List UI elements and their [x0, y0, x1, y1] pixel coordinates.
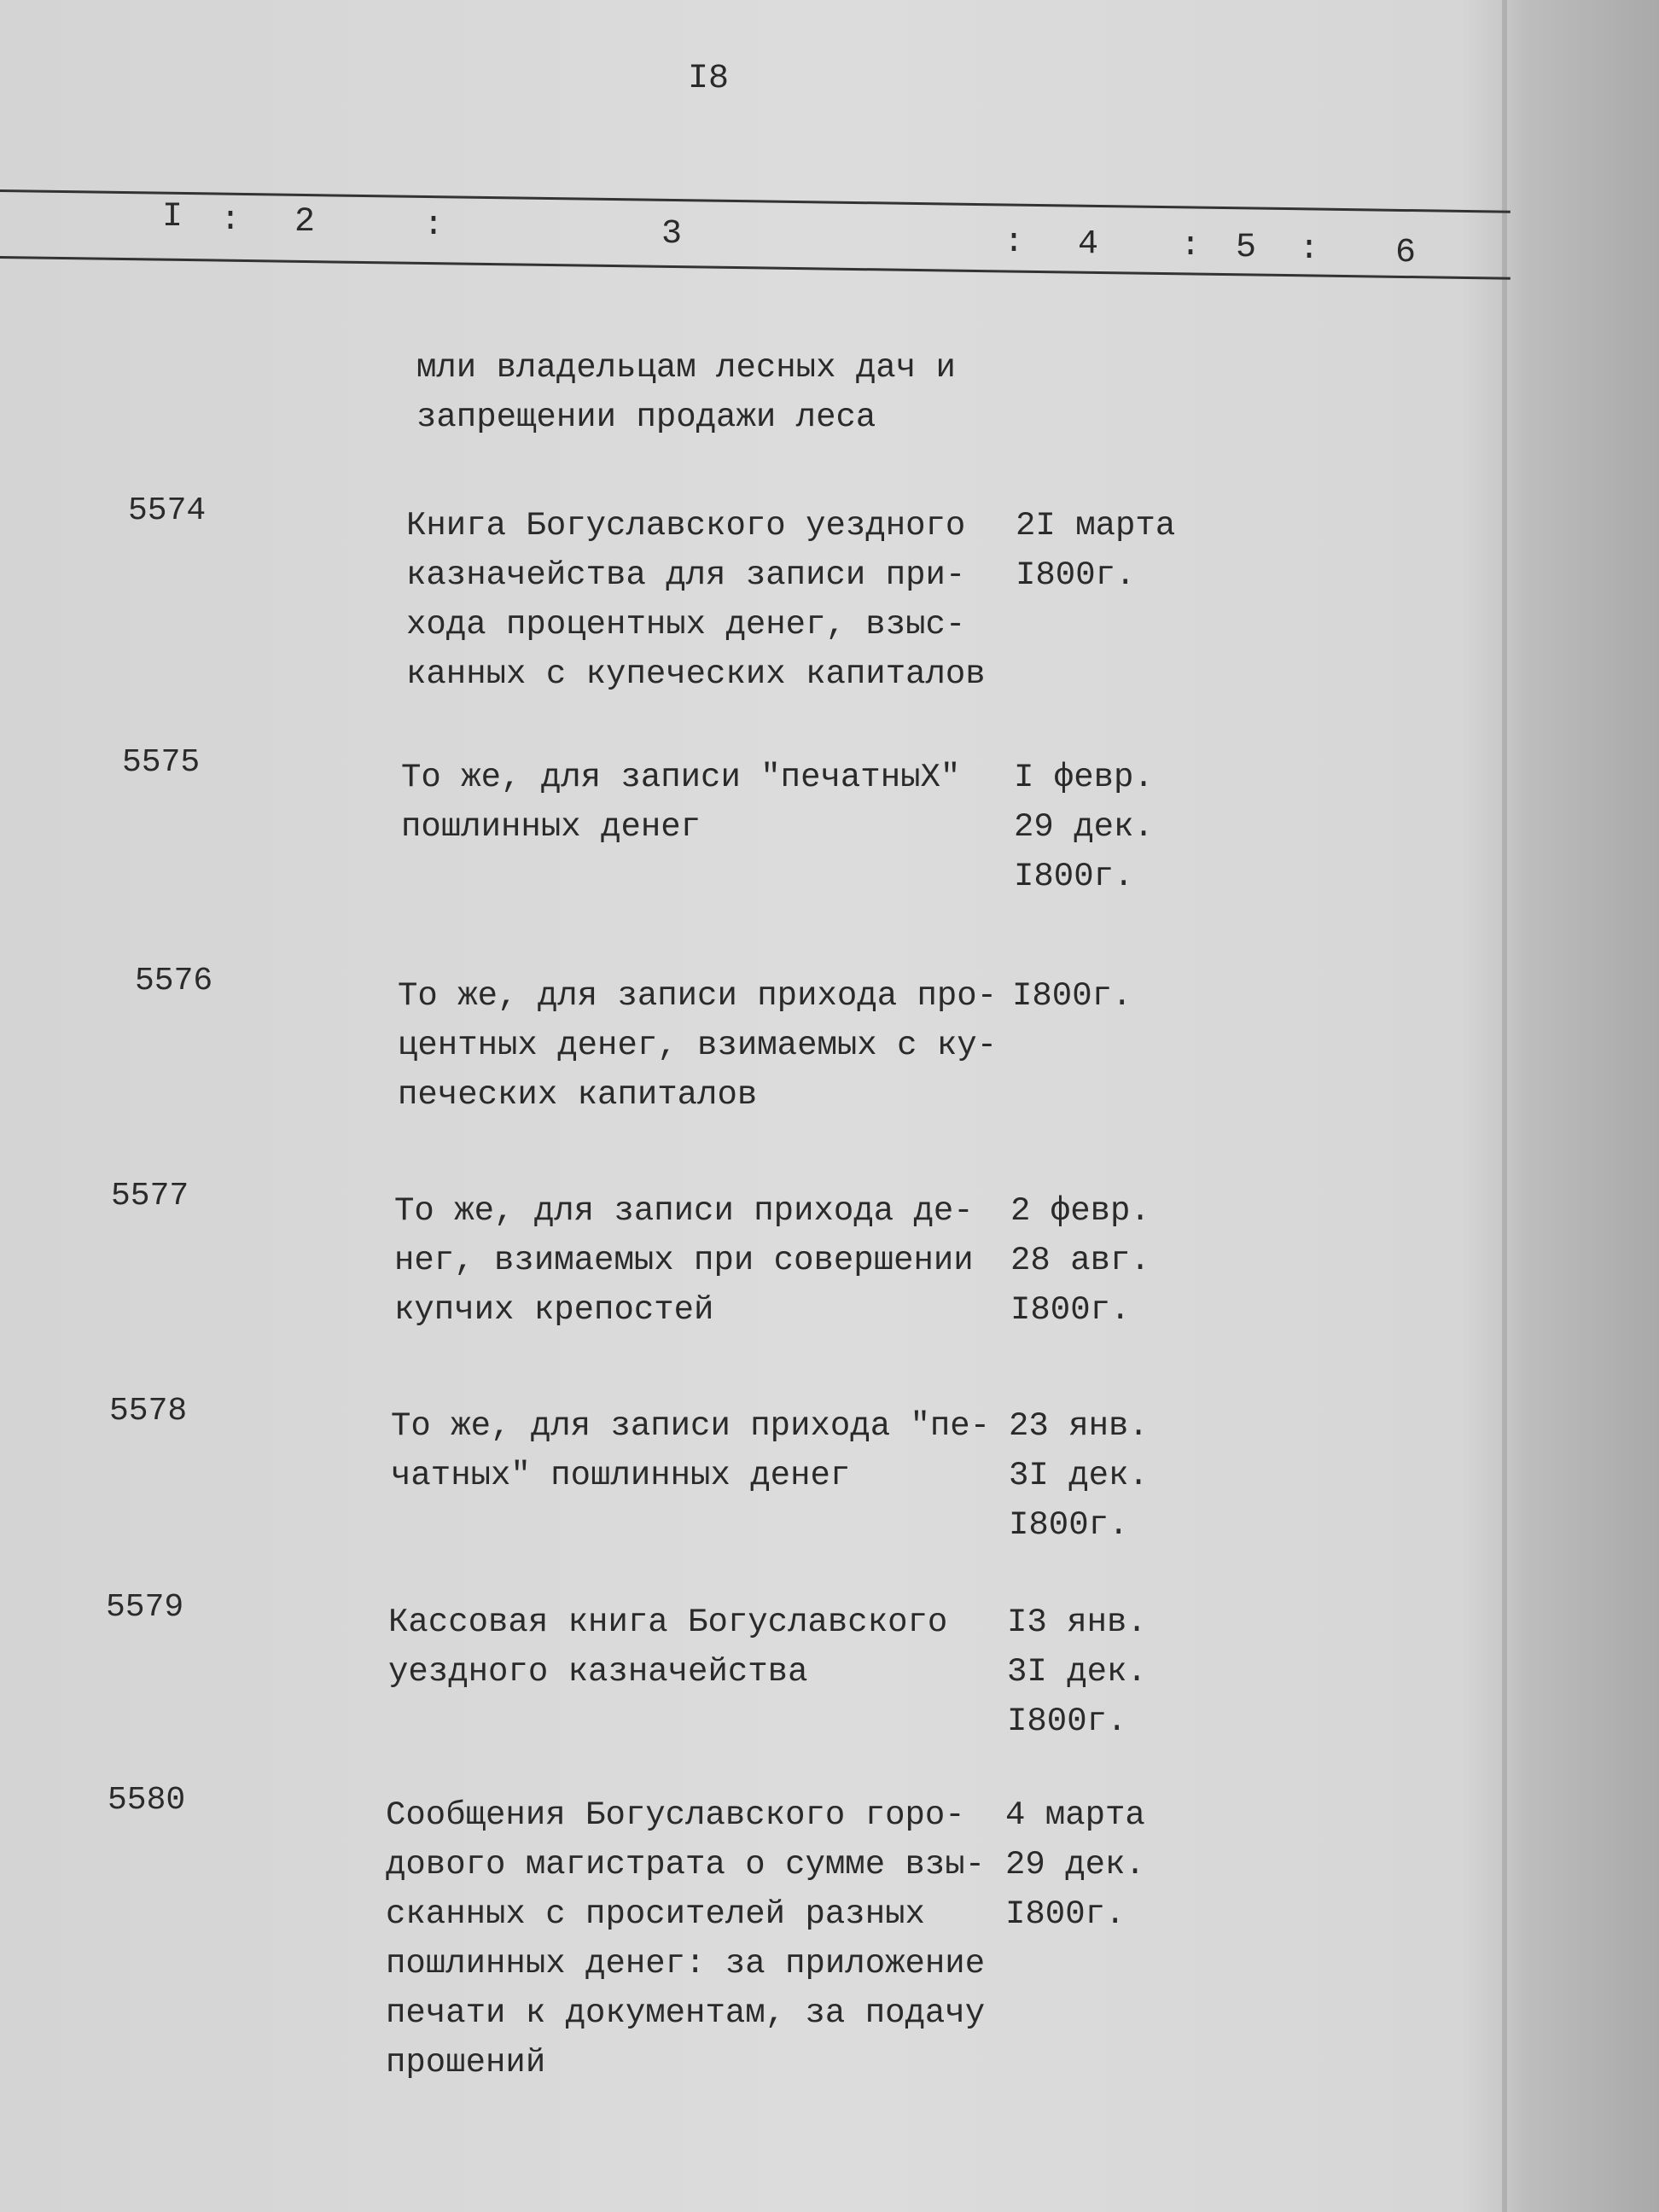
- text-line: хода процентных денег, взыс-: [406, 606, 966, 643]
- entry-dates: [1009, 1401, 1149, 1550]
- text-line: центных денег, взимаемых с ку-: [398, 1027, 998, 1064]
- entry-number: 5580: [108, 1782, 186, 1819]
- column-number: I: [162, 198, 183, 236]
- text-line: печати к документам, за подачу: [386, 1994, 986, 2032]
- text-line: запрещении продажи леса: [416, 399, 876, 436]
- column-number: 2: [294, 203, 316, 242]
- entry-description: [394, 1186, 974, 1335]
- column-separator: :: [423, 207, 445, 245]
- text-line: 4 марта: [1005, 1796, 1145, 1834]
- text-line: I февр.: [1014, 759, 1154, 796]
- column-number: 4: [1078, 225, 1099, 264]
- text-line: Сообщения Богуславского горо-: [386, 1796, 965, 1834]
- text-line: I800г.: [1012, 977, 1132, 1015]
- page-edge: [1502, 0, 1507, 2212]
- entry-number: 5578: [109, 1393, 188, 1429]
- entry-number: 5575: [122, 744, 201, 781]
- text-line: купчих крепостей: [394, 1291, 714, 1329]
- text-line: I800г.: [1009, 1506, 1129, 1544]
- text-line: 29 дек.: [1014, 808, 1154, 846]
- text-line: То же, для записи прихода де-: [394, 1192, 974, 1230]
- entry-description: [398, 971, 997, 1120]
- entry-dates: [1014, 753, 1154, 901]
- text-line: пошлинных денег: за приложение: [386, 1945, 986, 1982]
- entry-dates: [1007, 1598, 1147, 1746]
- text-line: казначейства для записи при-: [406, 556, 966, 594]
- entry-description: [391, 1401, 990, 1500]
- entry-description: [386, 1790, 985, 2087]
- text-line: 28 авг.: [1010, 1242, 1150, 1279]
- text-line: пошлинных денег: [401, 808, 701, 846]
- text-line: печеских капиталов: [398, 1076, 758, 1114]
- text-line: 2I марта: [1016, 507, 1176, 544]
- text-line: I800г.: [1014, 858, 1134, 895]
- text-line: I800г.: [1007, 1703, 1127, 1740]
- text-line: I3 янв.: [1007, 1604, 1147, 1641]
- column-number: 3: [661, 215, 683, 253]
- entry-dates: [1005, 1790, 1145, 1939]
- text-line: То же, для записи "печатныХ": [401, 759, 961, 796]
- text-line: Книга Богуславского уездного: [406, 507, 966, 544]
- entry-number: 5577: [111, 1178, 189, 1214]
- entry-number: 5579: [106, 1589, 184, 1626]
- text-line: сканных с просителей разных: [386, 1895, 925, 1933]
- text-line: 23 янв.: [1009, 1407, 1149, 1445]
- column-number: 6: [1395, 234, 1417, 272]
- entry-dates: [1010, 1186, 1150, 1335]
- text-line: канных с купеческих капиталов: [406, 655, 986, 693]
- continuation-description: [416, 343, 956, 442]
- text-line: чатных" пошлинных денег: [391, 1457, 851, 1494]
- text-line: Кассовая книга Богуславского: [388, 1604, 948, 1641]
- text-line: уездного казначейства: [388, 1653, 808, 1691]
- text-line: мли владельцам лесных дач и: [416, 349, 956, 387]
- column-separator: :: [220, 201, 242, 240]
- column-separator: :: [1299, 230, 1320, 269]
- text-line: 3I дек.: [1007, 1653, 1147, 1691]
- text-line: 3I дек.: [1009, 1457, 1149, 1494]
- page-number: I8: [688, 60, 730, 98]
- text-line: То же, для записи прихода "пе-: [391, 1407, 991, 1445]
- entry-description: [401, 753, 960, 852]
- entry-description: [388, 1598, 947, 1697]
- text-line: I800г.: [1016, 556, 1136, 594]
- entry-description: [406, 501, 986, 699]
- column-separator: :: [1180, 227, 1202, 265]
- text-line: нег, взимаемых при совершении: [394, 1242, 974, 1279]
- entry-number: 5574: [128, 492, 207, 529]
- entry-number: 5576: [135, 963, 213, 999]
- text-line: То же, для записи прихода про-: [398, 977, 998, 1015]
- text-line: прошений: [386, 2044, 546, 2081]
- text-line: I800г.: [1010, 1291, 1131, 1329]
- text-line: 2 февр.: [1010, 1192, 1150, 1230]
- column-separator: :: [1004, 224, 1025, 262]
- column-number: 5: [1236, 229, 1257, 267]
- header-bottom-rule: [0, 256, 1511, 280]
- text-line: дового магистрата о сумме взы-: [386, 1846, 986, 1883]
- entry-dates: [1016, 501, 1175, 600]
- text-line: 29 дек.: [1005, 1846, 1145, 1883]
- text-line: I800г.: [1005, 1895, 1126, 1933]
- entry-dates: [1012, 971, 1132, 1021]
